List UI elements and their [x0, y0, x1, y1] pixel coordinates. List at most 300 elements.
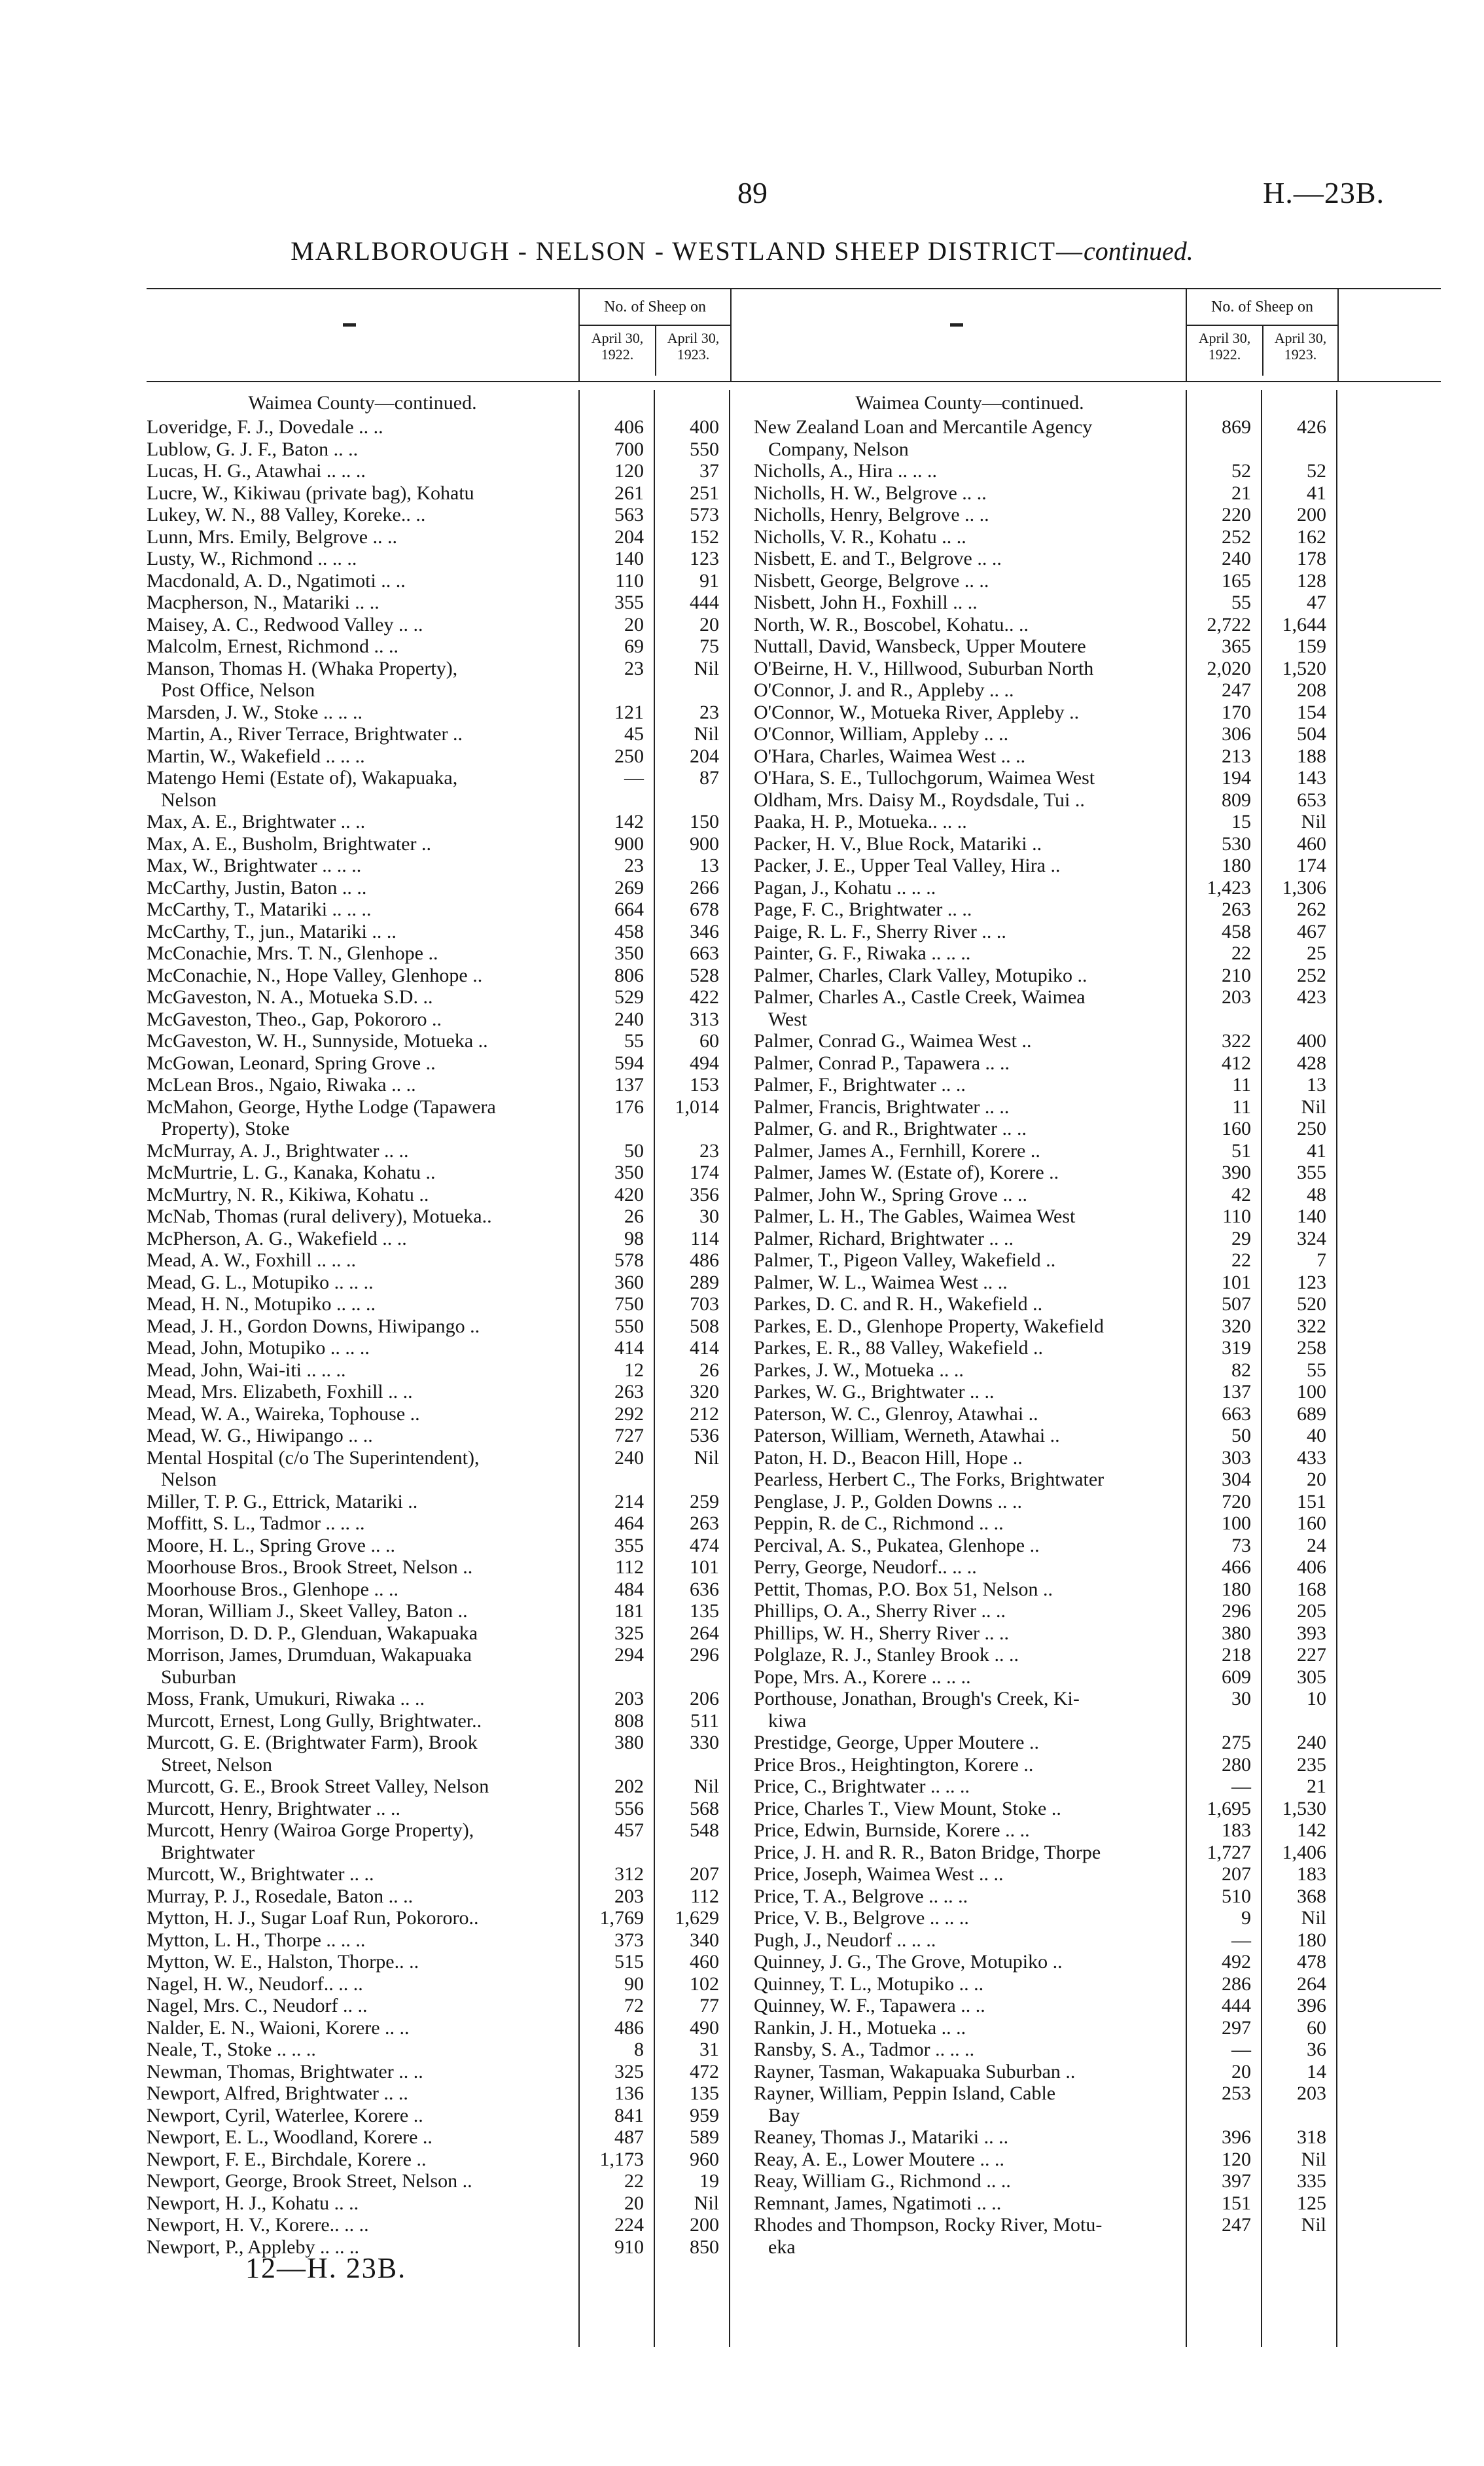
table-row [147, 1272, 834, 1294]
owner-name-line: Lusty, W., Richmond .. .. .. [147, 548, 357, 569]
sheep-1923: 37 [699, 460, 719, 482]
sheep-1923: 1,520 [1282, 657, 1326, 679]
sheep-1923: 252 [1297, 964, 1326, 986]
sheep-1923: 31 [699, 2039, 719, 2060]
sheep-1922: 306 [1222, 723, 1251, 745]
owner-name-line: McNab, Thomas (rural delivery), Motueka.. [147, 1206, 492, 1227]
owner-name [147, 1907, 572, 1929]
owner-name [147, 1995, 572, 2017]
owner-name [147, 855, 572, 877]
table-row [754, 635, 1441, 658]
owner-name-line: McLean Bros., Ngaio, Riwaka .. .. [147, 1074, 416, 1096]
sheep-1922: 9 [1241, 1907, 1251, 1929]
sheep-1923: 550 [690, 438, 719, 460]
table-row [754, 570, 1441, 592]
owner-name-line: Pearless, Herbert C., The Forks, Brightwater [754, 1469, 1104, 1490]
table-row [147, 2149, 834, 2171]
owner-name-line: New Zealand Loan and Mercantile Agency [754, 416, 1093, 438]
sheep-1923: 960 [690, 2148, 719, 2170]
sheep-1922: 286 [1222, 1973, 1251, 1995]
owner-name-line: Paige, R. L. F., Sherry River .. .. [754, 920, 1006, 942]
owner-name [754, 1600, 1179, 1622]
table-row [147, 767, 834, 811]
sheep-1923: 406 [1297, 1556, 1326, 1578]
owner-name [147, 986, 572, 1009]
owner-name [147, 2192, 572, 2215]
owner-name [754, 1732, 1179, 1754]
sheep-1922: 112 [615, 1556, 644, 1578]
table-row [147, 548, 834, 570]
table-row [754, 1776, 1441, 1798]
table-row [754, 1798, 1441, 1820]
owner-name-line: Packer, J. E., Upper Teal Valley, Hira .. [754, 855, 1061, 876]
owner-name [754, 2061, 1179, 2083]
sheep-1922: 181 [614, 1600, 644, 1622]
table-row [147, 592, 834, 614]
owner-name-line: Peppin, R. de C., Richmond .. .. [754, 1512, 1004, 1534]
table-header [754, 288, 1441, 382]
owner-name-line: Newport, H. J., Kohatu .. .. [147, 2192, 359, 2214]
sheep-1923: 313 [690, 1008, 719, 1030]
owner-name-continuation: Company, Nelson [768, 438, 909, 460]
table-row [754, 1315, 1441, 1338]
owner-name-line: Moran, William J., Skeet Valley, Baton .. [147, 1600, 468, 1622]
owner-name [754, 1403, 1179, 1425]
sheep-1922: 120 [614, 460, 644, 482]
sheep-1922: 203 [614, 1688, 644, 1709]
sheep-1923: 850 [690, 2236, 719, 2258]
sheep-1923: 140 [1297, 1206, 1326, 1227]
table-row [754, 1249, 1441, 1272]
table-row [147, 965, 834, 987]
sheep-1923: 490 [690, 2016, 719, 2039]
owner-name [754, 1885, 1179, 1908]
sheep-1922: 240 [614, 1446, 644, 1469]
sheep-1923: 23 [699, 1139, 719, 1162]
sheep-1922: 194 [1222, 767, 1251, 789]
sheep-1923: 13 [699, 855, 719, 876]
table-row [147, 2170, 834, 2192]
owner-name-line: Morrison, James, Drumduan, Wakapuaka [147, 1644, 472, 1666]
sheep-1923: 264 [690, 1622, 719, 1644]
sheep-1923: 206 [690, 1688, 719, 1709]
page-number: 89 [737, 176, 768, 209]
sheep-1922: 224 [614, 2214, 644, 2236]
owner-name-line: Parkes, W. G., Brightwater .. .. [754, 1381, 995, 1403]
sheep-1923: 305 [1297, 1666, 1326, 1688]
sheep-1923: 180 [1297, 1929, 1326, 1951]
owner-name [147, 1644, 572, 1688]
owner-name [147, 1512, 572, 1535]
owner-name-line: Murcott, W., Brightwater .. .. [147, 1863, 374, 1885]
owner-name [754, 1096, 1179, 1118]
sheep-1923: 262 [1297, 899, 1326, 920]
owner-name [147, 1337, 572, 1359]
owner-name [754, 745, 1179, 768]
sheep-1923: 123 [1297, 1271, 1326, 1293]
sheep-1922: 22 [1231, 1249, 1251, 1271]
owner-name [754, 592, 1179, 614]
owner-name [147, 1798, 572, 1820]
owner-name [147, 1556, 572, 1579]
owner-name [147, 2082, 572, 2105]
owner-name-line: Palmer, G. and R., Brightwater .. .. [754, 1118, 1027, 1139]
table-row [147, 1535, 834, 1557]
owner-name [754, 789, 1179, 812]
owner-name [754, 1272, 1179, 1294]
owner-name-line: Moorhouse Bros., Glenhope .. .. [147, 1578, 398, 1600]
owner-name-line: Quinney, J. G., The Grove, Motupiko .. [754, 1951, 1063, 1973]
owner-name [754, 679, 1179, 702]
sheep-1922: 720 [1222, 1490, 1251, 1512]
sheep-1922: — [1231, 1776, 1251, 1797]
owner-name-line: McMurray, A. J., Brightwater .. .. [147, 1139, 409, 1162]
owner-name-line: Paton, H. D., Beacon Hill, Hope .. [754, 1446, 1023, 1469]
sheep-1922: 101 [1222, 1271, 1251, 1293]
owner-name [754, 2149, 1179, 2171]
owner-name [147, 1491, 572, 1513]
owner-name [147, 1184, 572, 1206]
owner-name [754, 416, 1179, 460]
owner-name-line: Nalder, E. N., Waioni, Korere .. .. [147, 2016, 410, 2039]
owner-name-line: O'Connor, J. and R., Appleby .. .. [754, 679, 1014, 701]
sheep-1923: 548 [690, 1819, 719, 1841]
sheep-1923: 318 [1297, 2126, 1326, 2148]
sheep-1922: 530 [1222, 832, 1251, 855]
owner-name-line: Martin, A., River Terrace, Brightwater .. [147, 723, 463, 745]
table-row [754, 1096, 1441, 1118]
table-row [754, 1052, 1441, 1075]
table-row [147, 1206, 834, 1228]
sheep-1923: 142 [1297, 1819, 1326, 1841]
sheep-1922: 507 [1222, 1293, 1251, 1315]
sheep-1922: 120 [1222, 2148, 1251, 2170]
owner-name [754, 460, 1179, 482]
table-row [754, 679, 1441, 702]
owner-name-line: Palmer, T., Pigeon Valley, Wakefield .. [754, 1249, 1056, 1271]
owner-name [754, 1579, 1179, 1601]
sheep-1923: 340 [690, 1929, 719, 1951]
owner-name-continuation: eka [768, 2236, 796, 2258]
sheep-1922: 26 [624, 1206, 644, 1227]
table-row [147, 723, 834, 745]
sheep-1922: 397 [1222, 2170, 1251, 2192]
table-row [147, 811, 834, 833]
owner-name-line: Nisbett, John H., Foxhill .. .. [754, 592, 978, 613]
sheep-1923: 112 [690, 1885, 719, 1907]
owner-name-line: Parkes, J. W., Motueka .. .. [754, 1359, 964, 1381]
owner-name-line: Ransby, S. A., Tadmor .. .. .. [754, 2039, 975, 2060]
table-row [754, 1118, 1441, 1140]
sheep-1922: 1,769 [599, 1907, 644, 1929]
owner-name [754, 1929, 1179, 1952]
table-row [147, 702, 834, 724]
table-row [147, 1885, 834, 1908]
sheep-1923: 203 [1297, 2082, 1326, 2104]
sheep-1922: 444 [1222, 1995, 1251, 2016]
sheep-1922: 15 [1231, 811, 1251, 832]
sheep-1922: 136 [614, 2082, 644, 2104]
owner-name-continuation: Street, Nelson [161, 1753, 272, 1776]
table-row [754, 1622, 1441, 1645]
owner-name [754, 1118, 1179, 1140]
table-row [147, 1776, 834, 1798]
header-dash [950, 323, 963, 327]
table-row [147, 1030, 834, 1052]
sheep-1923: 393 [1297, 1622, 1326, 1644]
sheep-1923: 212 [690, 1403, 719, 1425]
owner-name-line: Lunn, Mrs. Emily, Belgrove .. .. [147, 526, 398, 548]
owner-name [754, 1447, 1179, 1469]
owner-name-line: Penglase, J. P., Golden Downs .. .. [754, 1490, 1022, 1512]
sheep-1922: 304 [1222, 1469, 1251, 1490]
sheep-1923: 152 [690, 526, 719, 548]
owner-name-line: Macpherson, N., Matariki .. .. [147, 592, 380, 613]
table-row [147, 1798, 834, 1820]
owner-name [754, 1491, 1179, 1513]
owner-name-line: Porthouse, Jonathan, Brough's Creek, Ki- [754, 1688, 1080, 1709]
sheep-1923: 504 [1297, 723, 1326, 745]
table-row [754, 855, 1441, 877]
sheep-1922: 294 [614, 1644, 644, 1666]
sheep-1923: 153 [690, 1074, 719, 1096]
sheep-1922: 466 [1222, 1556, 1251, 1578]
sheep-1923: 208 [1297, 679, 1326, 701]
sheep-1922: 137 [614, 1074, 644, 1096]
owner-name-line: Nicholls, A., Hira .. .. .. [754, 460, 937, 482]
table-row [147, 1052, 834, 1075]
owner-name [147, 811, 572, 833]
owner-name [147, 1052, 572, 1075]
sheep-1923: 263 [690, 1512, 719, 1534]
header-group-label: No. of Sheep on [1187, 289, 1337, 326]
sheep-1923: 520 [1297, 1293, 1326, 1315]
sheep-1922: 350 [614, 1162, 644, 1183]
owner-name [754, 1535, 1179, 1557]
sheep-1922: 11 [1232, 1074, 1251, 1096]
owner-name [147, 1074, 572, 1096]
sheep-1922: 663 [1222, 1403, 1251, 1425]
owner-name [147, 1973, 572, 1995]
sheep-1923: 460 [1297, 832, 1326, 855]
sheep-1923: 266 [690, 876, 719, 899]
header-1922: April 30, 1922. [591, 330, 644, 363]
owner-name-line: Mead, John, Wai-iti .. .. .. [147, 1359, 346, 1381]
owner-name-line: Newport, H. V., Korere.. .. .. [147, 2214, 369, 2236]
owner-name [147, 504, 572, 526]
owner-name-line: McCarthy, Justin, Baton .. .. [147, 876, 367, 899]
sheep-1923: 135 [690, 2082, 719, 2104]
sheep-1923: 335 [1297, 2170, 1326, 2192]
owner-name [754, 548, 1179, 570]
sheep-1923: 13 [1307, 1074, 1326, 1096]
sheep-1923: 14 [1307, 2060, 1326, 2082]
sheep-1922: 263 [614, 1381, 644, 1403]
owner-name [147, 2170, 572, 2192]
table-row [754, 1973, 1441, 1995]
sheep-1922: 700 [614, 438, 644, 460]
owner-name-line: Mead, A. W., Foxhill .. .. .. [147, 1249, 357, 1271]
sheep-1923: 396 [1297, 1995, 1326, 2016]
sheep-1922: 21 [1231, 482, 1251, 504]
owner-name-line: Murray, P. J., Rosedale, Baton .. .. [147, 1885, 414, 1907]
owner-name [147, 614, 572, 636]
owner-name [147, 416, 572, 438]
right-column [754, 288, 1441, 2347]
owner-name-line: Max, W., Brightwater .. .. .. [147, 855, 362, 876]
table-row [147, 1556, 834, 1579]
table-row [754, 1140, 1441, 1162]
sheep-1922: 292 [614, 1403, 644, 1425]
sheep-1922: — [1231, 2039, 1251, 2060]
sheep-1922: 90 [624, 1973, 644, 1995]
owner-name-line: Murcott, G. E. (Brightwater Farm), Brook [147, 1732, 478, 1753]
owner-name-line: Palmer, Francis, Brightwater .. .. [754, 1096, 1010, 1118]
table-row [754, 2039, 1441, 2061]
owner-name [754, 1030, 1179, 1052]
owner-name [147, 2061, 572, 2083]
sheep-1922: 910 [614, 2236, 644, 2258]
sheep-1922: 464 [614, 1512, 644, 1534]
table-row [147, 1512, 834, 1535]
entry-list [147, 416, 834, 2258]
sheep-1922: 355 [614, 1534, 644, 1556]
owner-name-line: Remnant, James, Ngatimoti .. .. [754, 2192, 1002, 2214]
sheep-1922: 110 [615, 569, 644, 592]
sheep-1922: 207 [1222, 1863, 1251, 1885]
table-row [754, 1600, 1441, 1622]
sheep-1922: 2,020 [1207, 657, 1251, 679]
sheep-1923: 188 [1297, 745, 1326, 767]
table-row [754, 2170, 1441, 2192]
owner-name [147, 460, 572, 482]
owner-name [754, 1798, 1179, 1820]
owner-name [147, 438, 572, 461]
table-row [147, 899, 834, 921]
sheep-1922: 296 [1222, 1600, 1251, 1622]
owner-name-line: McMurtry, N. R., Kikiwa, Kohatu .. [147, 1183, 429, 1206]
sheep-1922: 458 [1222, 920, 1251, 942]
owner-name [754, 1819, 1179, 1842]
table-row [754, 526, 1441, 548]
header-group-label: No. of Sheep on [580, 289, 730, 326]
sheep-1922: 809 [1222, 789, 1251, 811]
sheep-1922: 253 [1222, 2082, 1251, 2104]
table-row [754, 2017, 1441, 2039]
owner-name-line: Perry, George, Neudorf.. .. .. [754, 1556, 977, 1578]
owner-name [147, 1863, 572, 1885]
sheep-1922: 806 [614, 964, 644, 986]
sheep-1923: 178 [1297, 548, 1326, 569]
sheep-1922: 218 [1222, 1644, 1251, 1666]
owner-name [754, 833, 1179, 855]
sheep-1922: 312 [614, 1863, 644, 1885]
sheep-1923: 1,530 [1282, 1797, 1326, 1819]
sheep-1923: 19 [699, 2170, 719, 2192]
sheep-1922: 247 [1222, 679, 1251, 701]
owner-name-line: McGaveston, W. H., Sunnyside, Motueka .. [147, 1030, 488, 1052]
owner-name-line: Lucas, H. G., Atawhai .. .. .. [147, 460, 366, 482]
sheep-1923: 207 [690, 1863, 719, 1885]
owner-name-line: Mead, John, Motupiko .. .. .. [147, 1337, 370, 1359]
owner-name [754, 723, 1179, 745]
sheep-1922: 203 [614, 1885, 644, 1907]
sheep-1923: 1,644 [1282, 613, 1326, 635]
sheep-1922: 373 [614, 1929, 644, 1951]
owner-name-line: McConachie, Mrs. T. N., Glenhope .. [147, 942, 438, 964]
owner-name [147, 1293, 572, 1315]
owner-name [147, 1951, 572, 1973]
sheep-1923: 289 [690, 1271, 719, 1293]
owner-name-line: Packer, H. V., Blue Rock, Matariki .. [754, 832, 1042, 855]
sheep-1922: 142 [614, 811, 644, 832]
table-row [754, 1579, 1441, 1601]
owner-name [147, 942, 572, 965]
owner-name [754, 1556, 1179, 1579]
owner-name-line: Reay, William G., Richmond .. .. [754, 2170, 1011, 2192]
sheep-1923: 258 [1297, 1337, 1326, 1359]
sheep-1923: 23 [699, 701, 719, 723]
table-row [147, 1973, 834, 1995]
sheep-1923: 87 [699, 767, 719, 789]
owner-name [754, 2192, 1179, 2215]
sheep-1923: 433 [1297, 1446, 1326, 1469]
table-row [754, 504, 1441, 526]
sheep-1922: 664 [614, 899, 644, 920]
owner-name [754, 1842, 1179, 1864]
sheep-1923: 200 [1297, 504, 1326, 526]
sheep-1923: 428 [1297, 1052, 1326, 1074]
owner-name-line: Palmer, Charles A., Castle Creek, Waimea [754, 986, 1086, 1008]
owner-name [147, 745, 572, 768]
owner-name-line: Palmer, L. H., The Gables, Waimea West [754, 1206, 1076, 1227]
table-row [754, 811, 1441, 833]
sheep-1923: 128 [1297, 569, 1326, 592]
sheep-1922: 390 [1222, 1162, 1251, 1183]
page-title [0, 236, 1484, 266]
table-row [754, 986, 1441, 1030]
table-row [147, 614, 834, 636]
sheep-1922: 8 [634, 2039, 644, 2060]
table-row [754, 2061, 1441, 2083]
owner-name-line: Price, Edwin, Burnside, Korere .. .. [754, 1819, 1030, 1841]
sheep-1923: 536 [690, 1425, 719, 1446]
table-row [754, 1754, 1441, 1776]
table-row [754, 1885, 1441, 1908]
owner-name-line: Palmer, James W. (Estate of), Korere .. [754, 1162, 1059, 1183]
sheep-1922: 42 [1231, 1183, 1251, 1206]
owner-name-line: Lukey, W. N., 88 Valley, Koreke.. .. [147, 504, 426, 526]
sheep-1922: 252 [1222, 526, 1251, 548]
sheep-1922: 727 [614, 1425, 644, 1446]
owner-name-line: Price, C., Brightwater .. .. .. [754, 1776, 970, 1797]
sheep-1923: 10 [1307, 1688, 1326, 1709]
owner-name-continuation: West [768, 1008, 807, 1030]
owner-name-line: Pettit, Thomas, P.O. Box 51, Nelson .. [754, 1578, 1053, 1600]
owner-name-continuation: Nelson [161, 1469, 217, 1490]
owner-name-line: Page, F. C., Brightwater .. .. [754, 899, 972, 920]
table-row [754, 1951, 1441, 1973]
sheep-1923: 322 [1297, 1315, 1326, 1337]
sheep-count-header [1186, 289, 1339, 381]
table-row [754, 1403, 1441, 1425]
owner-name-line: Palmer, F., Brightwater .. .. [754, 1074, 966, 1096]
table-row [754, 1732, 1441, 1754]
sheep-1922: 1,423 [1207, 876, 1251, 899]
sheep-1923: 60 [699, 1030, 719, 1052]
owner-name [147, 1381, 572, 1403]
section-heading: Waimea County—continued. [248, 392, 477, 414]
